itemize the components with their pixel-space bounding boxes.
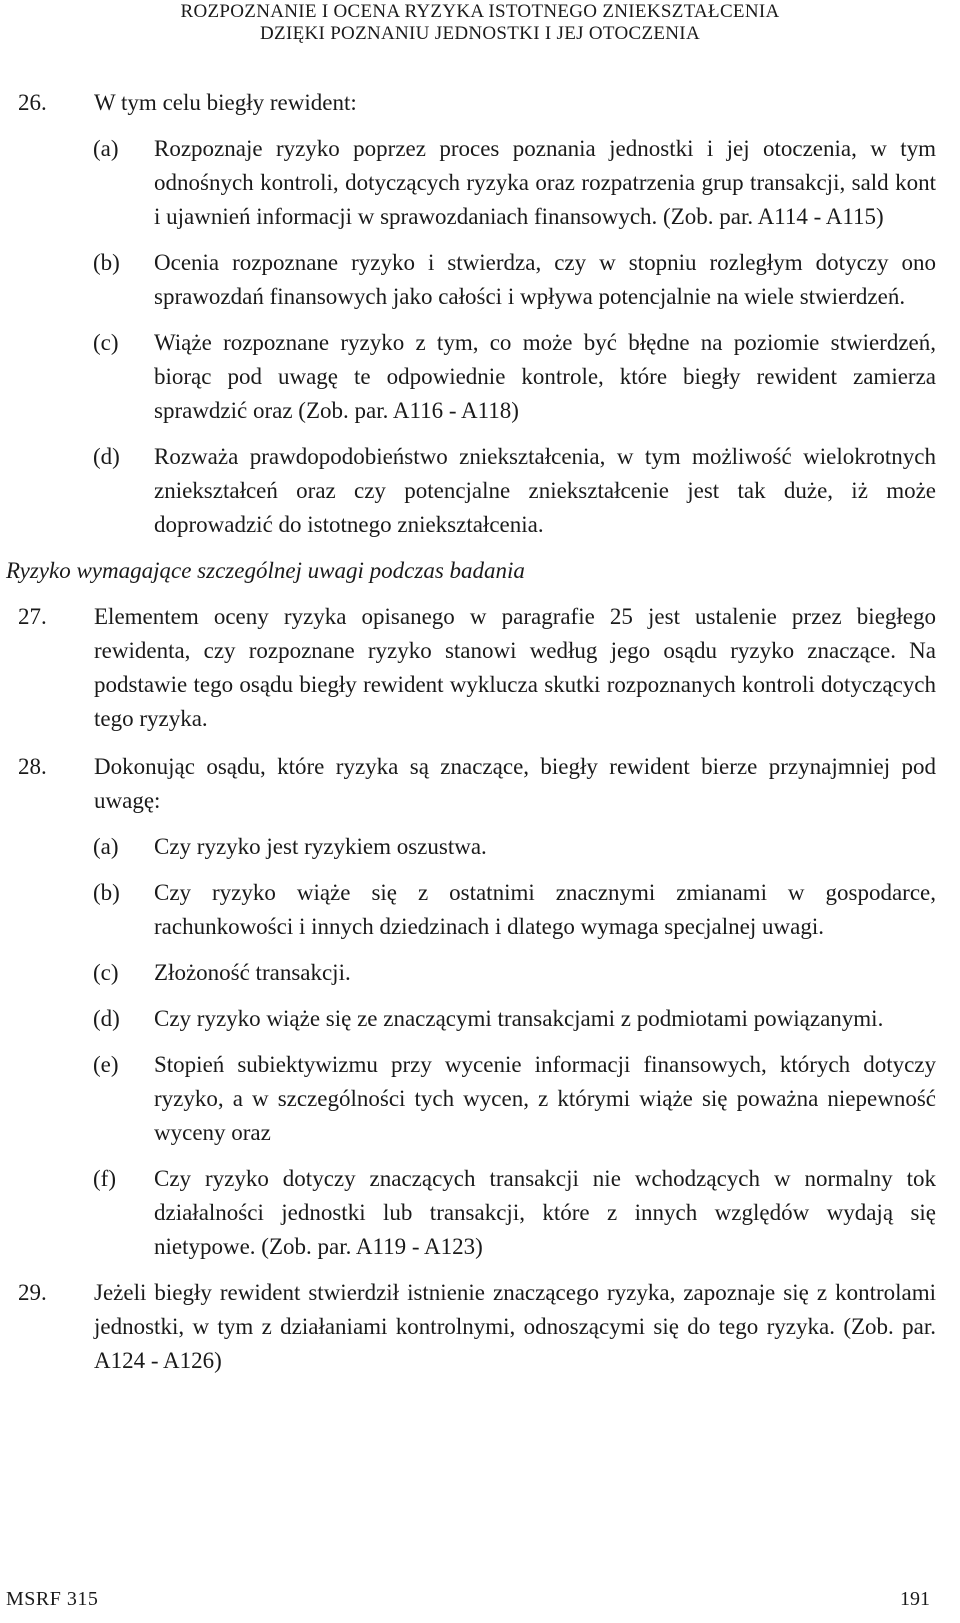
paragraph-26 (0, 86, 960, 120)
footer-standard-name: MSRF 315 (6, 1588, 99, 1610)
header-line-2: DZIĘKI POZNANIU JEDNOSTKI I JEJ OTOCZENIA (260, 23, 700, 44)
list-item (0, 1162, 960, 1264)
list-item (0, 132, 960, 234)
paragraph-number: 27. (18, 604, 47, 629)
item-label: (c) (93, 330, 119, 355)
item-label: (d) (93, 1006, 120, 1031)
list-item (0, 1048, 960, 1150)
paragraph-number: 28. (18, 754, 47, 779)
section-heading: Ryzyko wymagające szczególnej uwagi podczas badania (6, 558, 525, 583)
list-item (0, 1002, 960, 1036)
item-text: Złożoność transakcji. (154, 960, 351, 985)
paragraph-text: Dokonując osądu, które ryzyka są znaczące, biegły rewident bierze przynajmniej pod uwagę: (94, 754, 936, 813)
list-item (0, 326, 960, 428)
page-number: 191 (900, 1588, 930, 1610)
item-text: Czy ryzyko dotyczy znaczących transakcji nie wchodzących w normalny tok działalności jednostki lub transakcji, które z innych względów wydają się nietypowe. (Zob. par. A119 - A123) (154, 1166, 936, 1259)
item-label: (f) (93, 1166, 116, 1191)
item-text: Ocenia rozpoznane ryzyko i stwierdza, czy w stopniu rozległym dotyczy ono sprawozdań finansowych jako całości i wpływa potencjalnie na wiele stwierdzeń. (154, 250, 936, 309)
paragraph-27 (0, 600, 960, 736)
paragraph-number: 26. (18, 90, 47, 115)
list-item (0, 956, 960, 990)
item-text: Czy ryzyko jest ryzykiem oszustwa. (154, 834, 487, 859)
item-label: (d) (93, 444, 120, 469)
item-label: (a) (93, 136, 119, 161)
item-label: (e) (93, 1052, 119, 1077)
item-text: Rozważa prawdopodobieństwo zniekształcenia, w tym możliwość wielokrotnych zniekształceń oraz czy potencjalne zniekształcenie jest tak duże, iż może doprowadzić do istotnego zniekształcenia. (154, 444, 936, 537)
paragraph-number: 29. (18, 1280, 47, 1305)
paragraph-text: Jeżeli biegły rewident stwierdził istnienie znaczącego ryzyka, zapoznaje się z kontrolami jednostki, w tym z działaniami kontrolnymi, odnoszącymi się do tego ryzyka. (Zob. par. A124 - A126) (94, 1280, 936, 1373)
header-line-1: ROZPOZNANIE I OCENA RYZYKA ISTOTNEGO ZNIEKSZTAŁCENIA (180, 1, 780, 22)
item-label: (b) (93, 880, 120, 905)
item-text: Rozpoznaje ryzyko poprzez proces poznania jednostki i jej otoczenia, w tym odnośnych kontroli, dotyczących ryzyka oraz rozpatrzenia grup transakcji, sald kont i ujawnień informacji w sprawozdaniach finansowych. (Zob. par. A114 - A115) (154, 136, 936, 229)
item-text: Stopień subiektywizmu przy wycenie informacji finansowych, których dotyczy ryzyko, a w szczególności tych wycen, z którymi wiąże się poważna niepewność wyceny oraz (154, 1052, 936, 1145)
item-text: Wiąże rozpoznane ryzyko z tym, co może być błędne na poziomie stwierdzeń, biorąc pod uwagę te odpowiednie kontrole, które biegły rewident zamierza sprawdzić oraz (Zob. par. A116 - A118) (154, 330, 936, 423)
item-label: (b) (93, 250, 120, 275)
item-label: (c) (93, 960, 119, 985)
item-text: Czy ryzyko wiąże się z ostatnimi znacznymi zmianami w gospodarce, rachunkowości i innych dziedzinach i dlatego wymaga specjalnej uwagi. (154, 880, 936, 939)
item-text: Czy ryzyko wiąże się ze znaczącymi transakcjami z podmiotami powiązanymi. (154, 1006, 884, 1031)
page-body (0, 86, 960, 1378)
list-item (0, 440, 960, 542)
paragraph-text: W tym celu biegły rewident: (94, 90, 357, 115)
paragraph-text: Elementem oceny ryzyka opisanego w paragrafie 25 jest ustalenie przez biegłego rewidenta, czy rozpoznane ryzyko stanowi według jego osądu ryzyko znaczące. Na podstawie tego osądu biegły rewident wyklucza skutki rozpoznanych kontroli dotyczących tego ryzyka. (94, 604, 936, 731)
paragraph-28 (0, 750, 960, 818)
list-item (0, 246, 960, 314)
item-label: (a) (93, 834, 119, 859)
list-item (0, 830, 960, 864)
list-item (0, 876, 960, 944)
paragraph-29 (0, 1276, 960, 1378)
